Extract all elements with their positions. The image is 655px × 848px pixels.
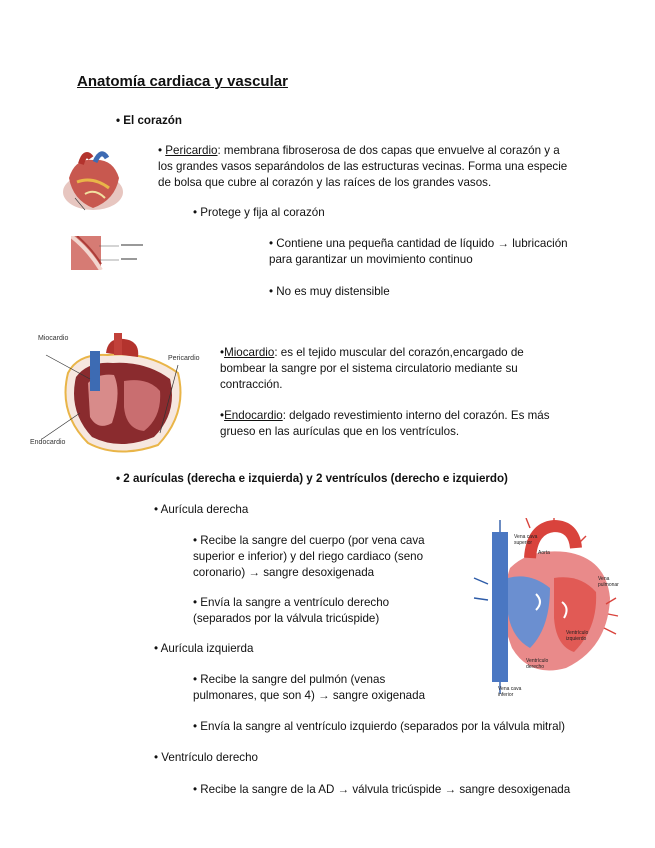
label-ventriculo-izquierdo: Ventrículo izquierdo: [566, 630, 589, 642]
auricula-derecha-point-2: • Envía la sangre a ventrículo derecho (separados por la válvula tricúspide): [193, 596, 390, 625]
miocardio-paragraph: •Miocardio: es el tejido muscular del corazón,encargado de bombear la sangre por el sistema circulatorio mediante su contracción.: [220, 346, 524, 391]
pericardio-point-b: • Contiene una pequeña cantidad de líquido → lubricación para garantizar un movimiento continuo: [269, 237, 568, 266]
section-heading-cavidades: • 2 aurículas (derecha e izquierda) y 2 ventrículos (derecho e izquierdo): [116, 472, 508, 485]
ventriculo-derecho-heading: • Ventrículo derecho: [154, 751, 258, 764]
label-ventriculo-derecho: Ventrículo derecho: [526, 658, 549, 670]
page-title: Anatomía cardiaca y vascular: [77, 73, 288, 90]
auricula-izquierda-heading: • Aurícula izquierda: [154, 642, 254, 655]
auricula-izquierda-point-1: • Recibe la sangre del pulmón (venas pulmonares, que son 4) → sangre oxigenada: [193, 673, 426, 702]
auricula-izquierda-point-2: • Envía la sangre al ventrículo izquierdo (separados por la válvula mitral): [193, 720, 566, 733]
label-vena-cava-superior: Vena cava superior: [514, 534, 538, 546]
label-miocardio: Miocardio: [38, 335, 69, 342]
label-vena-pulmonar: Vena pulmonar: [598, 576, 619, 588]
label-endocardio: Endocardio: [30, 439, 66, 446]
auricula-derecha-heading: • Aurícula derecha: [154, 503, 249, 516]
auricula-derecha-point-1: • Recibe la sangre del cuerpo (por vena cava superior e inferior) y del riego cardiaco (seno coronario) → sangre desoxigenada: [193, 534, 425, 579]
section-heading-corazon: • El corazón: [116, 114, 182, 127]
label-vena-cava-inferior: Vena cava inferior: [498, 686, 522, 698]
endocardio-paragraph: •Endocardio: delgado revestimiento interno del corazón. Es más grueso en las aurículas que en los ventrículos.: [220, 409, 550, 438]
pericardio-point-c: • No es muy distensible: [269, 285, 390, 298]
heart-image-small: [55, 148, 127, 214]
heart-circulation-diagram: [470, 518, 620, 696]
heart-layers-diagram: [28, 333, 210, 459]
label-aorta: Aorta: [538, 550, 550, 556]
pericardium-layers-image: [71, 236, 149, 270]
pericardio-paragraph: • Pericardio: membrana fibroserosa de dos capas que envuelve al corazón y a los grandes vasos separándolos de las estructuras vecinas. Forma una especie de bolsa que cubre al corazón y las raíces de los grandes vasos.: [158, 144, 568, 189]
label-pericardio: Pericardio: [168, 355, 200, 362]
ventriculo-derecho-point-1: • Recibe la sangre de la AD → válvula tricúspide → sangre desoxigenada: [193, 783, 571, 796]
pericardio-point-a: • Protege y fija al corazón: [193, 206, 325, 219]
